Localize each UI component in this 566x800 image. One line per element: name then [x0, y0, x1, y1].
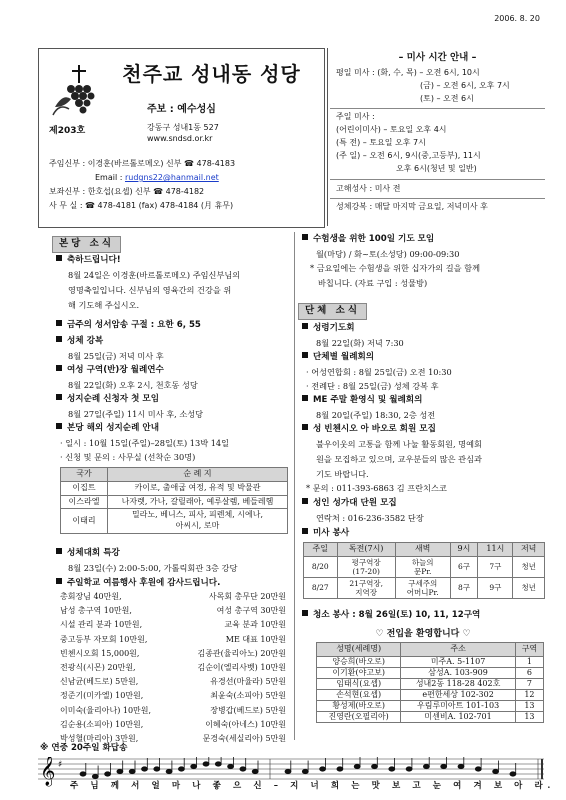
table-header-cell: 저녁 — [513, 543, 545, 557]
table-cell: 구세주의 어머니Pr. — [395, 577, 450, 598]
item-exam-prayer — [302, 234, 434, 246]
table-header-cell: 성명(세례명) — [317, 643, 401, 657]
mass-times-box — [327, 48, 547, 226]
donor-row — [60, 706, 286, 720]
table-cell: 진영란(오필리아) — [317, 711, 401, 722]
text-line: 원을 모집하고 있으며, 교우분들의 많은 관심과 — [316, 454, 482, 464]
table-cell: 성내2동 118-28 402호 — [401, 678, 516, 689]
music-note — [92, 774, 98, 778]
table-header-cell: 11시 — [478, 543, 513, 557]
table-cell: 6구 — [450, 556, 478, 577]
mass-children: (어린이미사) – 토요일 오후 4시 — [336, 125, 447, 134]
group-meeting-1: · 어성연합회 : 8월 25일(금) 오전 10:30 — [306, 367, 452, 377]
mass-special: (특 전) – 토요일 오후 7시 — [336, 138, 426, 147]
table-header-row — [317, 643, 544, 657]
assistant-contact: 보좌신부 : 한호섭(요셉) 신부 ☎ 478-4182 — [49, 187, 205, 196]
me-meeting-time: 8월 20일(주일) 18:30, 2층 성전 — [316, 410, 436, 420]
item-thanks-donors-title: 주일학교 여름행사 후원에 감사드립니다. — [67, 578, 221, 588]
item-vincent-recruit — [302, 424, 436, 436]
music-note — [215, 762, 221, 766]
music-note — [240, 767, 246, 771]
item-vincent-recruit-title: 성 빈첸시오 아 바오로 회원 모집 — [313, 424, 436, 434]
table-cell: 하늘의 문Pr. — [395, 556, 450, 577]
confession-time: 고해성사 : 미사 전 — [336, 184, 401, 193]
music-note — [389, 767, 395, 771]
eucharist-lecture-time: 8월 23일(수) 2:00-5:00, 가톨릭회관 3층 강당 — [68, 563, 238, 573]
table-cell: 미주A. 5-1107 — [401, 656, 516, 667]
music-note — [105, 772, 111, 776]
benediction-time: 8월 25일(금) 저녁 미사 후 — [68, 351, 164, 361]
table-cell: e편한세상 102-302 — [401, 689, 516, 700]
table-cell: 임태식(요셉) — [317, 678, 401, 689]
vincent-recruit-text — [316, 437, 482, 482]
table-row — [317, 689, 544, 700]
pilgrimage-apply: · 신청 및 문의 : 사무실 (선착순 30명) — [60, 452, 196, 462]
donor-entry: 김순용(소피아) 10만원, — [60, 719, 144, 729]
table-cell: 8/27 — [304, 577, 338, 598]
mass-saturday: (토) – 오전 6시 — [420, 94, 474, 103]
address-text: 강동구 성내1동 527 — [147, 123, 219, 132]
donor-entry: 교육 분과 10만원 — [224, 620, 286, 630]
item-benediction-title: 성체 강복 — [67, 336, 104, 346]
sharp-icon: ♯ — [58, 760, 63, 770]
pilgrimage-dates: · 일시 : 10월 15일(주일)–28일(토) 13박 14일 — [60, 438, 230, 448]
table-header-cell: 새벽 — [395, 543, 450, 557]
table-cell: 6 — [515, 667, 543, 678]
table-cell: 미센비A. 102-701 — [401, 711, 516, 722]
item-women-training — [56, 365, 164, 377]
music-note — [458, 764, 464, 768]
music-note — [285, 769, 291, 773]
table-header-row — [304, 543, 545, 557]
website-link[interactable]: www.sndsd.or.kr — [147, 134, 213, 144]
text-line: 8월 24일은 이경훈(바르톨로메오) 주임신부님의 — [68, 270, 241, 280]
office-contact: 사 무 실 : ☎ 478-4181 (fax) 478-4184 (月 휴무) — [49, 201, 234, 210]
text-line: 불우이웃의 고통을 함께 나눌 활동회원, 명예회 — [316, 439, 482, 449]
item-eucharist-lecture-title: 성체대회 특강 — [67, 548, 120, 558]
divider — [330, 108, 545, 109]
item-memorize-title: 금주의 성서암송 구절 : 요한 6, 55 — [67, 320, 201, 330]
donor-entry: 전광식(시몬) 20만원, — [60, 662, 136, 672]
welcome-table — [316, 642, 544, 723]
donor-list — [60, 592, 286, 748]
vincent-contact: * 문의 : 011-393-6863 김 프란치스코 — [306, 483, 447, 493]
table-row — [317, 700, 544, 711]
item-benediction — [56, 336, 103, 348]
donor-row — [60, 663, 286, 677]
music-note — [320, 767, 326, 771]
psalm-lyrics: 주 님 께 서 얼 마 나 좋 으 신 – 지 너 희 는 맛 보 고 눈 여 겨 보 아 라. — [70, 781, 555, 791]
country-cell: 이스라엘 — [61, 495, 108, 509]
donor-entry: 이미숙(율리아나) 10만원, — [60, 705, 152, 715]
donor-entry: 이혜숙(아네스) 10만원 — [205, 719, 286, 729]
donor-row — [60, 606, 286, 620]
header-info-box — [38, 48, 325, 228]
item-congrats — [56, 255, 121, 267]
item-holy-spirit-prayer — [302, 323, 355, 335]
church-title: 천주교 성내동 성당 — [122, 62, 301, 86]
country-cell: 이집트 — [61, 481, 108, 495]
music-note — [117, 769, 123, 773]
group-news-header: 단체 소식 — [298, 303, 367, 320]
table-cell: 청년 — [513, 577, 545, 598]
donor-row — [60, 691, 286, 705]
destinations-cell: 나자렛, 가나, 갈릴래아, 예루살렘, 베들레헴 — [108, 495, 288, 509]
table-cell: 삼성A. 103-909 — [401, 667, 516, 678]
table-cell: 13 — [515, 711, 543, 722]
table-row — [304, 577, 545, 598]
mass-sunday-evening: 오후 6시(청년 및 일반) — [396, 164, 477, 173]
group-meeting-2: · 전례단 : 8월 25일(금) 성체 강복 후 — [306, 381, 439, 391]
table-cell: 12 — [515, 689, 543, 700]
mass-service-table — [303, 542, 545, 599]
item-pilgrim-meeting-title: 성지순례 신청자 첫 모임 — [67, 394, 159, 404]
item-cleaning-service — [302, 610, 480, 622]
mass-sunday-label: 주일 미사 : — [336, 112, 375, 121]
table-cell: 청년 — [513, 556, 545, 577]
music-note — [166, 769, 172, 773]
item-memorize — [56, 320, 201, 332]
table-cell: 9구 — [478, 577, 513, 598]
church-logo-icon — [49, 63, 101, 119]
treble-clef-icon: 𝄞 — [40, 757, 56, 786]
table-cell: 13 — [515, 700, 543, 711]
music-note — [510, 772, 516, 776]
donor-entry: 시설 관리 분과 10만원, — [60, 620, 143, 630]
donor-entry: 김종관(율리아노) 20만원 — [197, 648, 286, 658]
email-line — [95, 173, 219, 184]
pilgrim-meeting-time: 8월 27일(주일) 11시 미사 후, 소성당 — [68, 409, 204, 419]
item-holy-spirit-prayer-title: 성령기도회 — [313, 323, 355, 333]
table-cell: 양승희(바오로) — [317, 656, 401, 667]
divider — [330, 179, 545, 180]
mass-friday: (금) – 오전 6시, 오후 7시 — [420, 81, 510, 90]
item-thanks-donors — [56, 578, 220, 590]
donor-entry: 사목회 총무단 20만원 — [208, 592, 286, 601]
donor-row — [60, 720, 286, 734]
music-note — [142, 767, 148, 771]
donor-entry: 총회장님 40만원, — [60, 592, 122, 601]
text-line: 영명축일입니다. 신부님의 영육간의 건강을 위 — [68, 285, 232, 295]
item-me-meeting-title: ME 주말 환영식 및 월례회의 — [313, 395, 423, 405]
donor-row — [60, 649, 286, 663]
email-label: Email : — [95, 173, 125, 182]
mass-times-title: – 미사 시간 안내 – — [398, 52, 477, 63]
table-cell: 이기환(야고보) — [317, 667, 401, 678]
table-cell: 황성제(바오로) — [317, 700, 401, 711]
item-congrats-title: 축하드립니다! — [67, 255, 121, 265]
holy-spirit-prayer-time: 8월 22일(화) 저녁 7:30 — [316, 338, 404, 348]
music-note — [129, 769, 135, 773]
pilgrimage-table — [60, 467, 288, 534]
donor-entry: 빈첸시오회 15,000원, — [60, 648, 140, 658]
divider — [330, 198, 545, 199]
donor-entry: 여성 총구역 30만원 — [216, 606, 286, 616]
text-line: 기도 바랍니다. — [316, 469, 369, 479]
bulletin-theme: 주보 : 예수성심 — [147, 104, 216, 115]
donor-entry: 유경선(마율라) 5만원 — [210, 677, 286, 687]
item-pilgrim-meeting — [56, 394, 159, 406]
mass-sunday-morning: (주 일) – 오전 6시, 9시(중,고등부), 11시 — [336, 151, 481, 160]
table-row — [317, 711, 544, 722]
donor-entry: 박성혈(마리아) 3만원, — [60, 733, 139, 743]
music-note — [191, 764, 197, 768]
adoration-time: 성체강복 : 매달 마지막 금요일, 저녁미사 후 — [336, 202, 488, 211]
table-header-cell: 순 례 지 — [108, 468, 288, 482]
table-header-cell: 주소 — [401, 643, 516, 657]
women-training-time: 8월 22일(화) 오후 2시, 천호동 성당 — [68, 380, 198, 390]
music-note — [178, 767, 184, 771]
donor-row — [60, 635, 286, 649]
music-note — [441, 764, 447, 768]
donor-row — [60, 592, 286, 606]
music-note — [354, 764, 360, 768]
item-eucharist-lecture — [56, 548, 120, 560]
table-row — [317, 656, 544, 667]
bulletin-date: 2006. 8. 20 — [494, 14, 540, 23]
exam-prayer-note — [310, 261, 480, 291]
table-cell: 21구역장, 지역장 — [337, 577, 395, 598]
text-line: 해 기도해 주십시오. — [68, 300, 140, 310]
donor-row — [60, 620, 286, 634]
welcome-title: ♡ 전입을 환영합니다 ♡ — [375, 629, 471, 639]
donor-entry: 문경숙(세실리아) 5만원 — [202, 733, 286, 743]
music-note — [154, 767, 160, 771]
music-note — [423, 764, 429, 768]
item-mass-service-title: 미사 봉사 — [313, 528, 350, 538]
table-row — [61, 495, 288, 509]
item-women-training-title: 여성 구역(반)장 월례연수 — [67, 365, 164, 375]
column-divider — [294, 232, 295, 740]
donor-entry: 중고등부 자모회 10만원, — [60, 634, 148, 644]
destinations-cell: 카이로, 출애굽 여정, 유적 및 박물관 — [108, 481, 288, 495]
item-mass-service — [302, 528, 349, 540]
table-row — [317, 678, 544, 689]
donor-entry: 신남균(베드로) 5만원, — [60, 677, 139, 687]
donor-entry: 장병갑(베드로) 5만원 — [210, 705, 286, 715]
country-cell: 이태리 — [61, 509, 108, 534]
donor-entry: 남성 총구역 10만원, — [60, 606, 132, 616]
table-cell: 우림루미아트 101-103 — [401, 700, 516, 711]
donor-entry: 정준기(미카엘) 10만원, — [60, 691, 144, 701]
music-note — [203, 762, 209, 766]
table-row — [61, 509, 288, 534]
item-choir-recruit-title: 성인 성가대 단원 모집 — [313, 498, 397, 508]
destinations-cell: 밀라노, 베니스, 피사, 피렌체, 시에나, 아씨시, 로마 — [108, 509, 288, 534]
donor-entry: 최윤숙(소피아) 5만원 — [210, 691, 286, 701]
item-group-meetings-title: 단체별 월례회의 — [313, 352, 375, 362]
table-row — [317, 667, 544, 678]
donor-entry: ME 대표 10만원 — [225, 634, 286, 644]
table-cell: 7 — [515, 678, 543, 689]
donor-entry: 김순이(엘리사벳) 10만원 — [197, 662, 286, 672]
table-cell: 8/20 — [304, 556, 338, 577]
music-note — [406, 767, 412, 771]
table-header-cell: 국가 — [61, 468, 108, 482]
table-row — [304, 556, 545, 577]
table-cell: 손석현(요셉) — [317, 689, 401, 700]
item-overseas-pilgrimage — [56, 423, 159, 435]
church-address — [147, 122, 219, 144]
parish-news-header: 본당 소식 — [52, 236, 121, 253]
table-header-cell: 주일 — [304, 543, 338, 557]
music-note — [372, 764, 378, 768]
mass-weekday: 평일 미사 : (화, 수, 목) – 오전 6시, 10시 — [336, 68, 480, 77]
music-note — [337, 767, 343, 771]
issue-number: 제203호 — [49, 126, 86, 136]
table-header-row — [61, 468, 288, 482]
item-exam-prayer-title: 수험생을 위한 100일 기도 모임 — [313, 234, 435, 244]
item-group-meetings — [302, 352, 374, 364]
table-cell: 8구 — [450, 577, 478, 598]
text-line: * 금요일에는 수험생을 위한 십자가의 길을 함께 — [310, 263, 480, 273]
item-choir-recruit — [302, 498, 397, 510]
item-overseas-pilgrimage-title: 본당 해외 성지순례 안내 — [67, 423, 159, 433]
music-note — [80, 772, 86, 776]
table-header-cell: 9시 — [450, 543, 478, 557]
choir-contact: 연락처 : 016-236-3582 단장 — [316, 513, 424, 523]
table-header-cell: 독전(7시) — [337, 543, 395, 557]
donor-row — [60, 677, 286, 691]
table-cell: 7구 — [478, 556, 513, 577]
table-cell: 1 — [515, 656, 543, 667]
music-note — [475, 767, 481, 771]
music-note — [493, 769, 499, 773]
congrats-text — [68, 268, 240, 313]
text-line: 바칩니다. (자료 구입 : 성물방) — [318, 278, 428, 288]
table-cell: 평구역장 (17-20) — [337, 556, 395, 577]
item-cleaning-service-title: 청소 봉사 : 8월 26일(토) 10, 11, 12구역 — [313, 610, 481, 620]
item-me-meeting — [302, 395, 422, 407]
music-note — [228, 764, 234, 768]
music-note — [302, 769, 308, 773]
table-header-cell: 구역 — [515, 643, 543, 657]
email-link[interactable]: rudgns22@hanmail.net — [124, 173, 219, 182]
pastor-contact: 주임신부 : 이경훈(바르톨로메오) 신부 ☎ 478-4183 — [49, 159, 236, 168]
table-row — [61, 481, 288, 495]
music-note — [252, 769, 258, 773]
responsorial-psalm-title: ※ 연중 20주일 화답송 — [40, 743, 128, 753]
exam-prayer-time: 월(마당) / 화~토(소성당) 09:00-09:30 — [316, 249, 460, 259]
